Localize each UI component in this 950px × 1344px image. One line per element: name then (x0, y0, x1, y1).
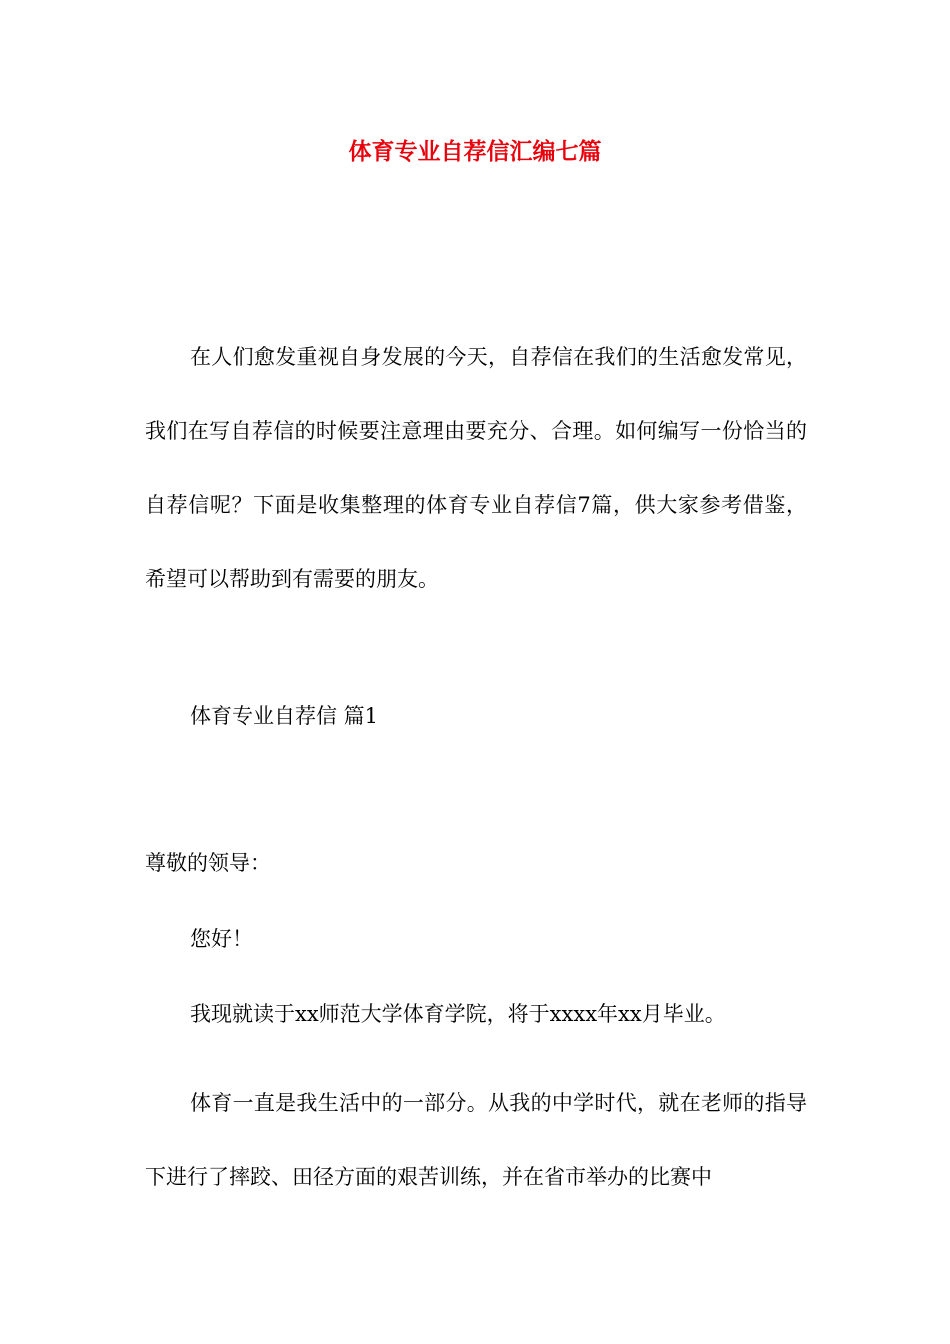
body-paragraph-1: 我现就读于xx师范大学体育学院，将于xxxx年xx月毕业。 (190, 1002, 726, 1026)
salutation: 尊敬的领导： (145, 851, 271, 875)
section-heading: 体育专业自荐信 篇1 (190, 704, 379, 728)
intro-paragraph: 在人们愈发重视自身发展的今天，自荐信在我们的生活愈发常见，我们在写自荐信的时候要注意理由要充分、合理。如何编写一份恰当的自荐信呢？下面是收集整理的体育专业自荐信7篇，供大家参考借鉴，希望可以帮助到有需要的朋友。 (145, 345, 807, 591)
greeting: 您好！ (190, 927, 253, 951)
document-title: 体育专业自荐信汇编七篇 (348, 139, 602, 165)
body-paragraph-2: 体育一直是我生活中的一部分。从我的中学时代，就在老师的指导下进行了摔跤、田径方面的艰苦训练，并在省市举办的比赛中 (145, 1091, 807, 1189)
